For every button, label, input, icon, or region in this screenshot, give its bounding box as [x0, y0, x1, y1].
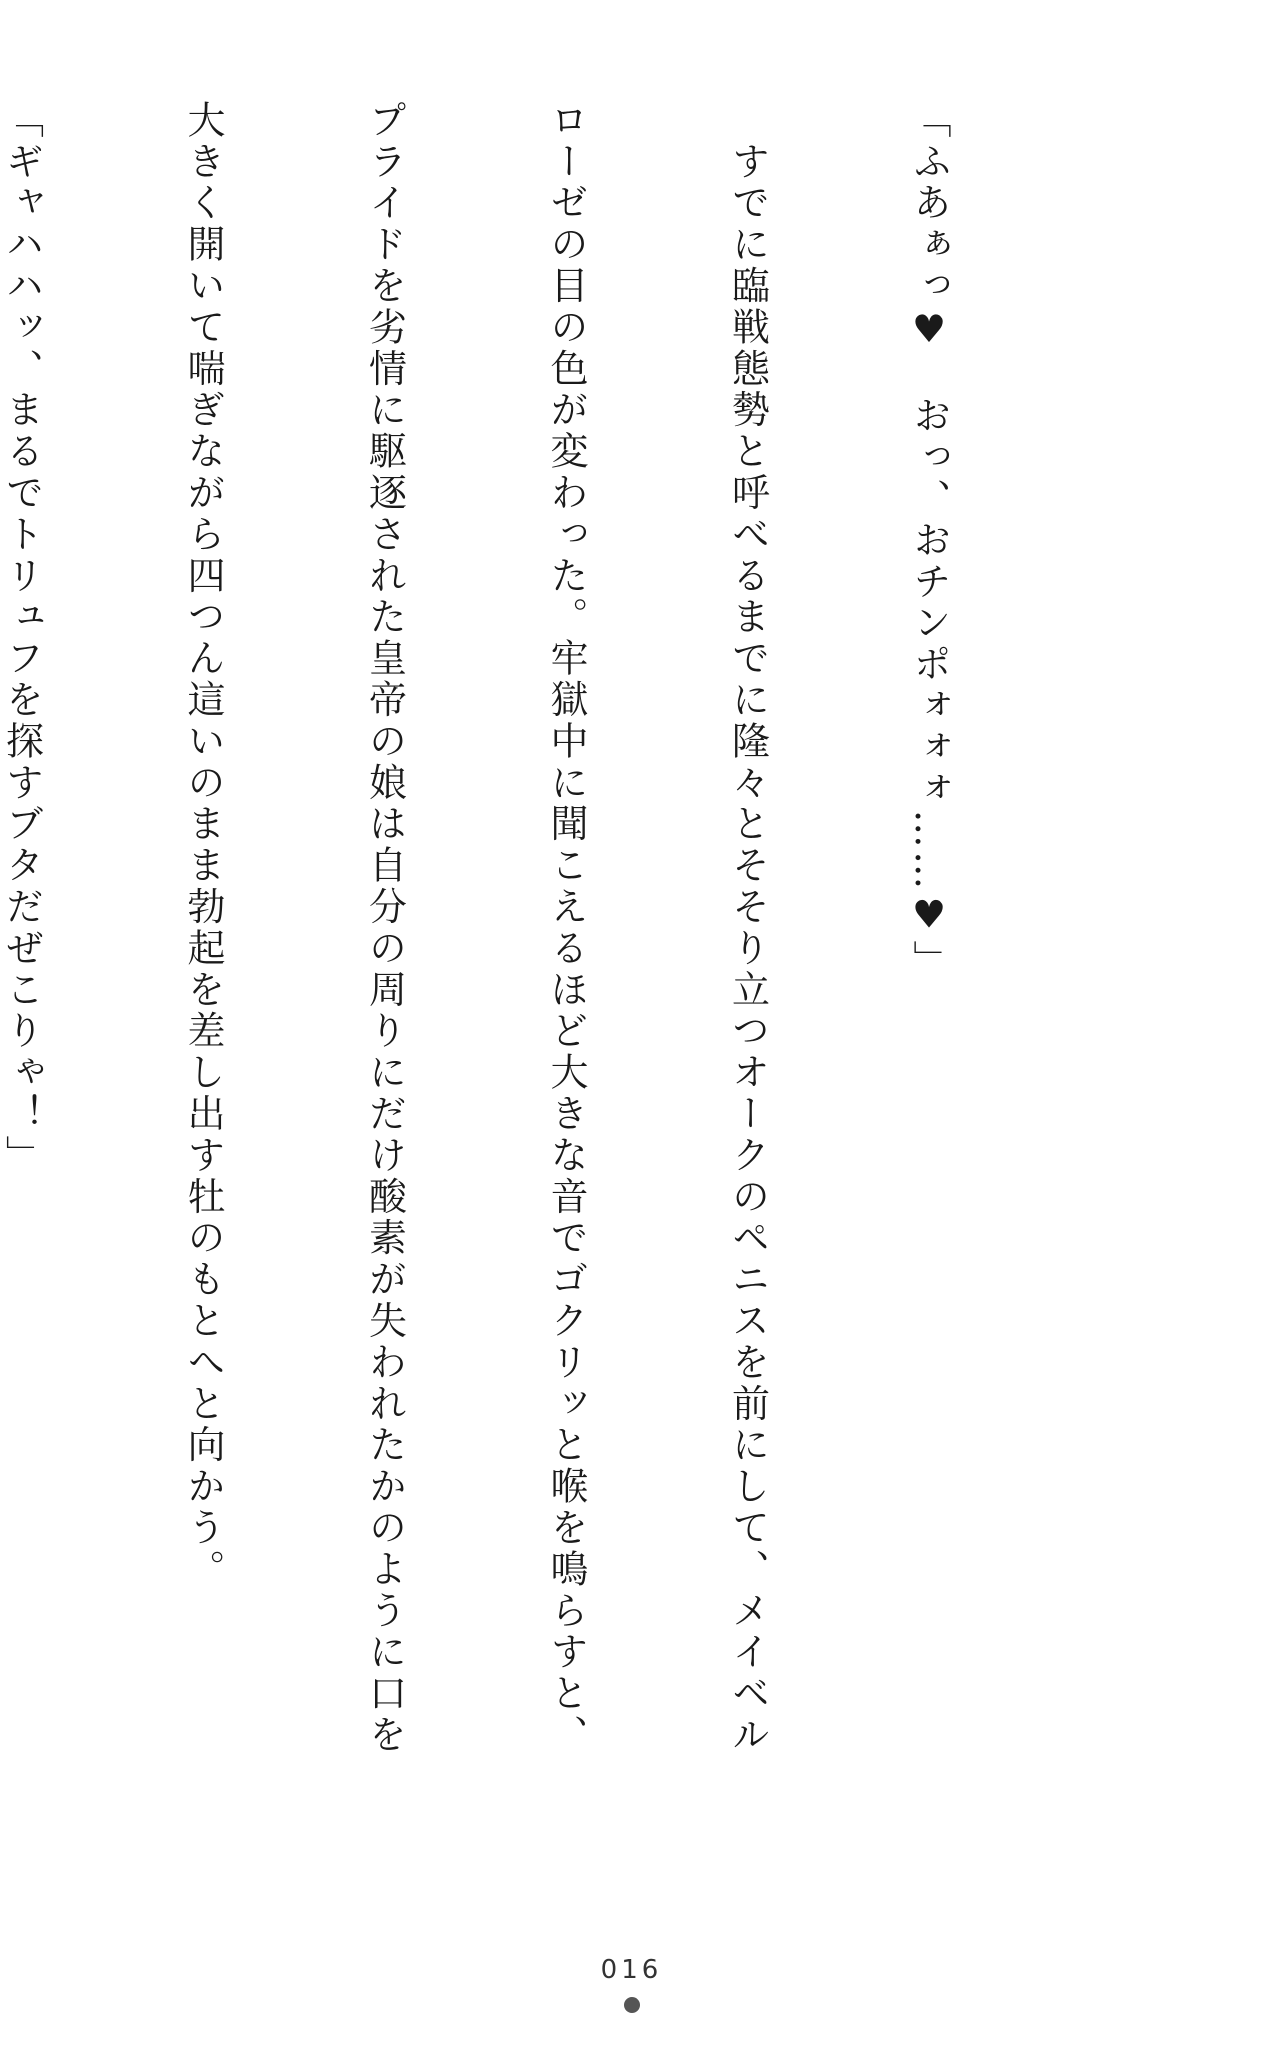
page-dot-icon	[624, 1997, 640, 2013]
text-line: ローゼの目の色が変わった。牢獄中に聞こえるほど大きな音でゴクリッと喉を鳴らすと、	[544, 100, 588, 1756]
vertical-text-body	[0, 100, 1080, 1756]
text-line: プライドを劣情に駆逐された皇帝の娘は自分の周りにだけ酸素が失われたかのように口を	[362, 100, 407, 1756]
text-line: 「ギャハハッ、まるでトリュフを探すブタだぜこりゃ！」	[0, 100, 44, 1177]
text-line: 大きく開いて喘ぎながら四つん這いのまま勃起を差し出す牡のもとへと向かう。	[181, 100, 225, 1591]
text-line: すでに臨戦態勢と呼べるまでに隆々とそそり立つオークのペニスを前にして、メイベル	[725, 100, 770, 1756]
page-footer	[0, 1955, 1263, 2013]
text-line: 「ふあぁっ♥ おっ、おチンポォォォ……♥」	[907, 100, 951, 982]
page-number: 016	[600, 1955, 663, 1985]
